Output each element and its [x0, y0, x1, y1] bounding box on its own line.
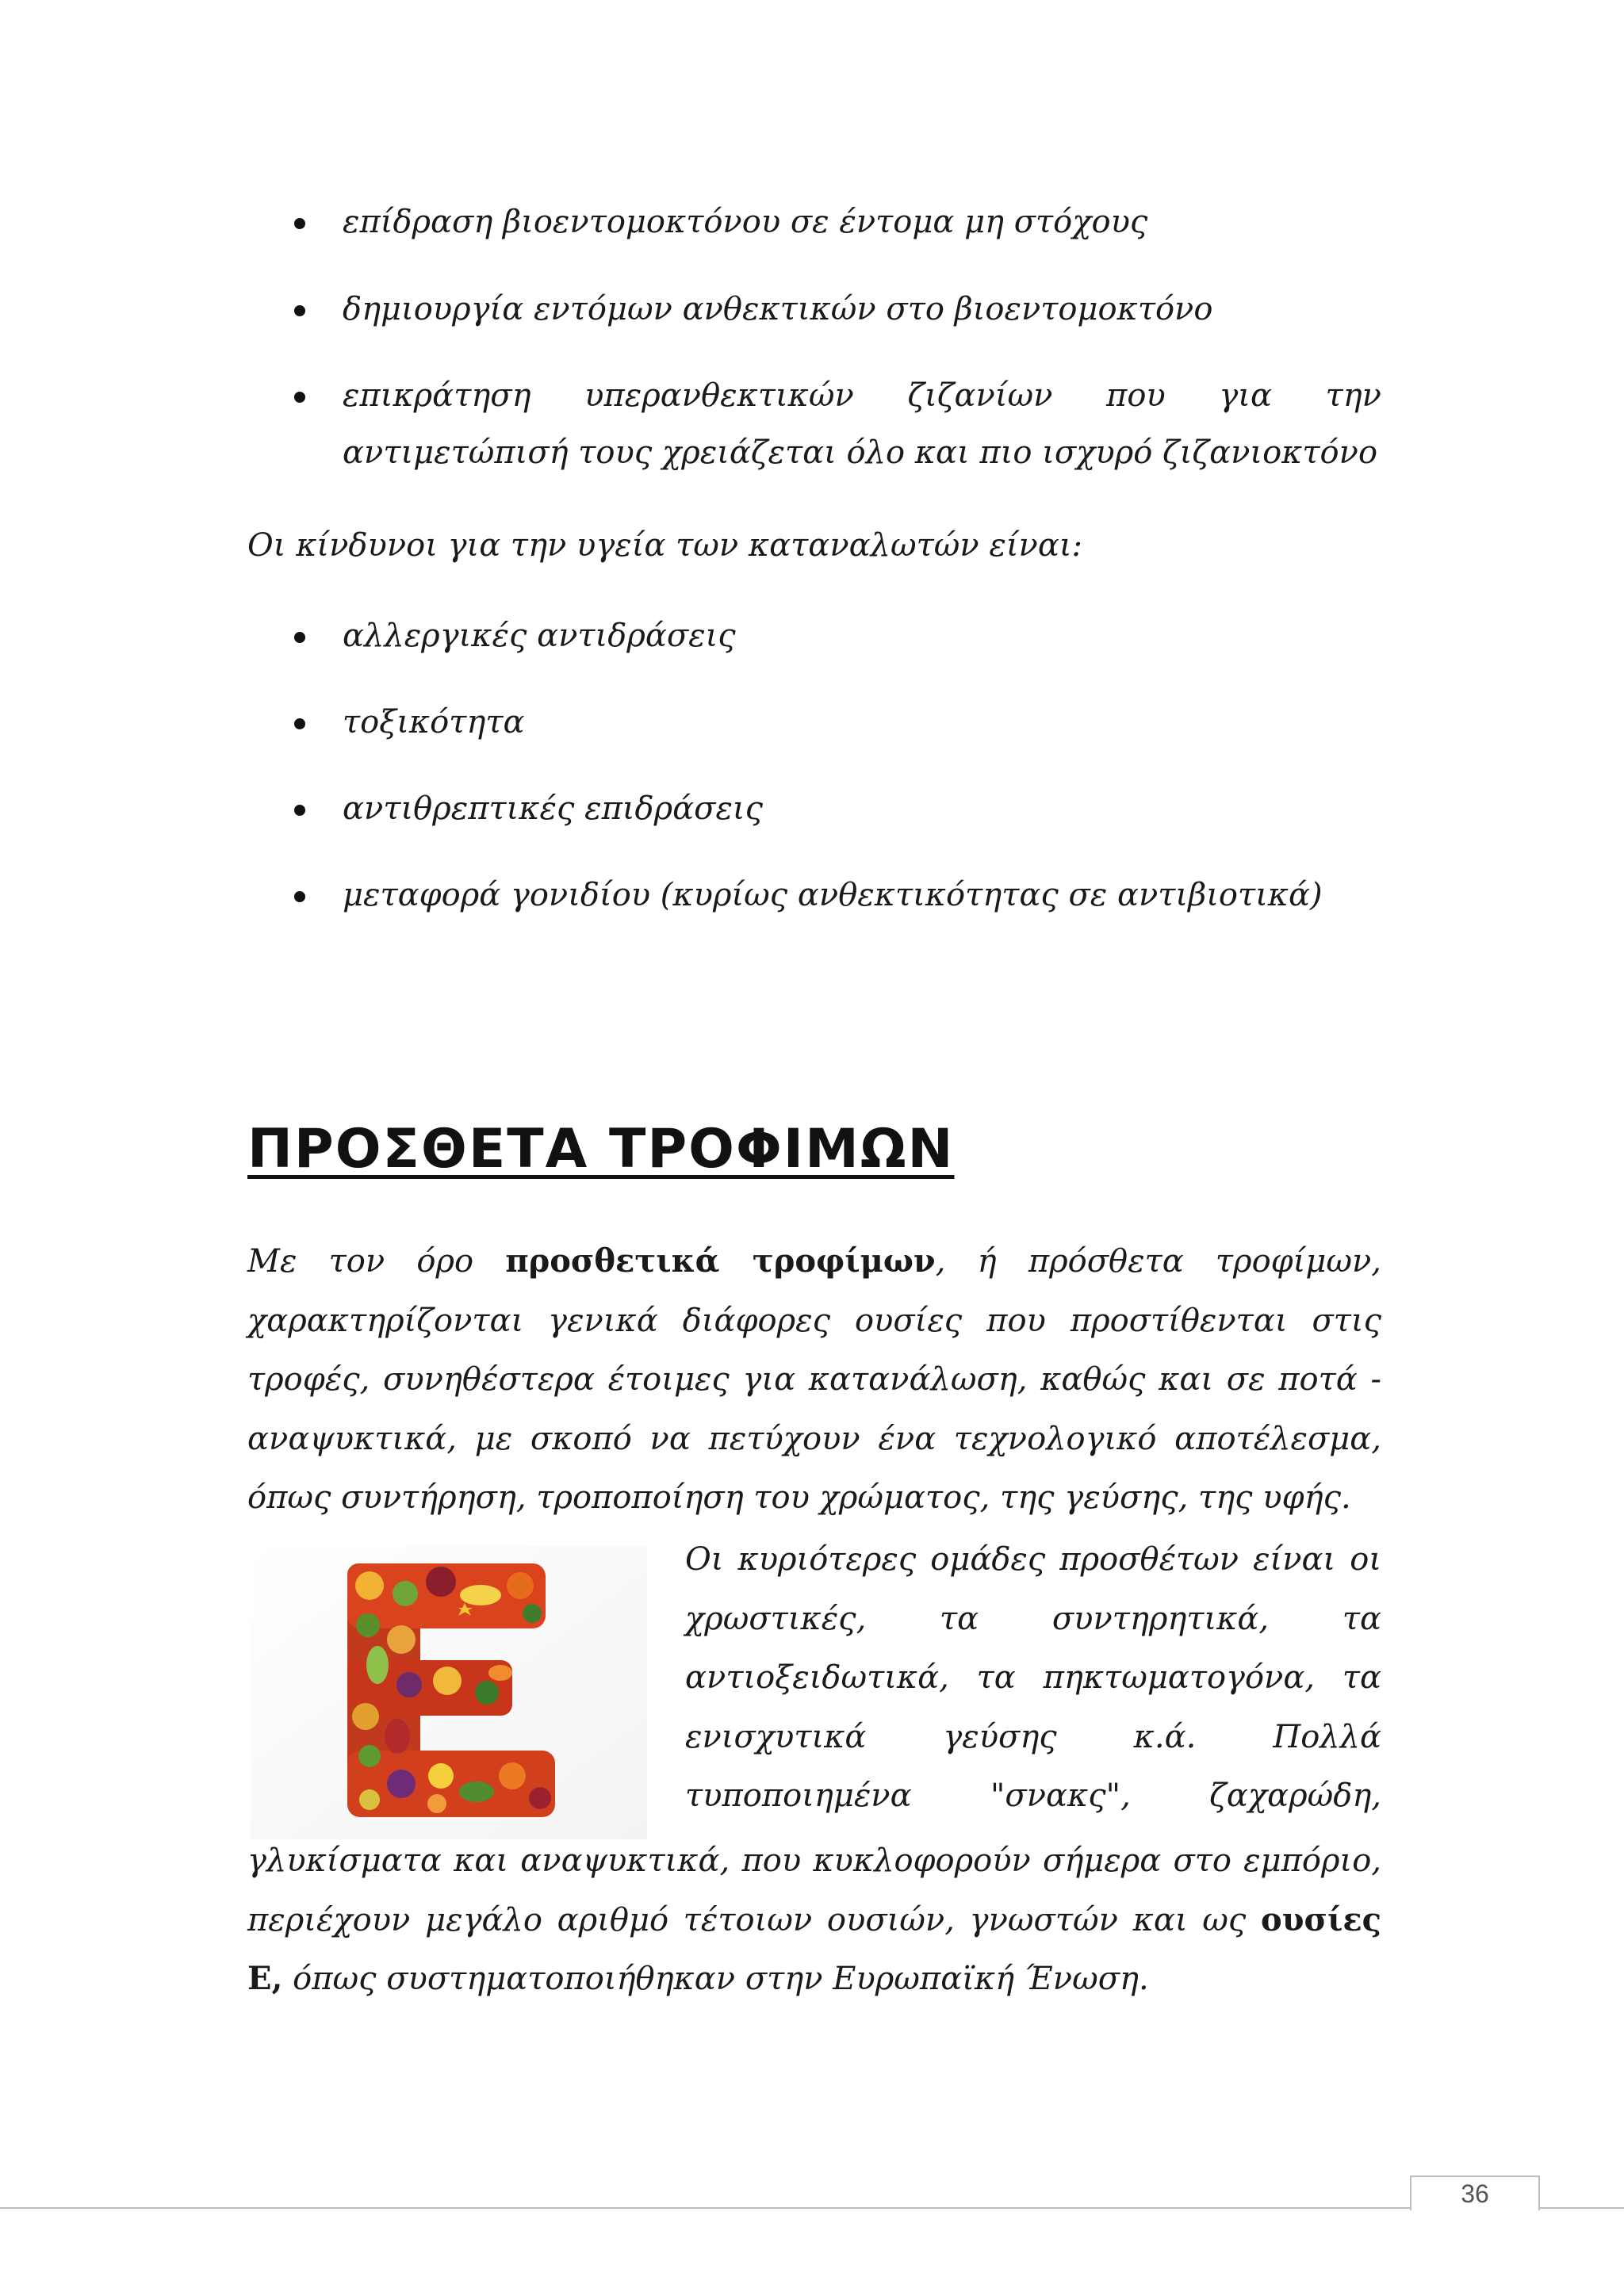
page-number: 36 [1461, 2179, 1489, 2208]
list-item: επικράτηση υπερανθεκτικών ζιζανίων που για την αντιμετώπισή τους χρειάζεται όλο και πιο ισχυρό ζιζανιοκτόνο [343, 377, 1381, 471]
list-item: τοξικότητα [343, 704, 525, 740]
bold-term-e-numbers: ουσίες Ε, [247, 1900, 1381, 1997]
full-width-text-block [247, 1831, 1381, 2009]
bullet-icon [294, 392, 305, 403]
bullet-icon [294, 632, 305, 643]
list-item: αλλεργικές αντιδράσεις [343, 618, 736, 654]
wrapped-text-block: Οι κυριότερες ομάδες προσθέτων είναι οι χρωστικές, τα συντηρητικά, τα αντιοξειδωτικά, τα πηκτωματογόνα, τα ενισχυτικά γεύσης κ.ά. Πολλά τυποποιημένα "σνακς", ζαχαρώδη, [685, 1541, 1381, 1814]
list-item: δημιουργία εντόμων ανθεκτικών στο βιοεντομοκτόνο [343, 291, 1213, 327]
fruit-letter-e-image [251, 1546, 647, 1839]
bullet-icon [294, 891, 305, 902]
para-lead: Με τον όρο [247, 1243, 506, 1280]
italic-term: πρόσθετα τροφίμων [1028, 1243, 1372, 1280]
bullet-icon [294, 718, 305, 729]
para-text: γλυκίσματα και αναψυκτικά, που κυκλοφορούν σήμερα στο εμπόριο, περιέχουν μεγάλο αριθμό τέτοιων ουσιών, γνωστών και ως [247, 1843, 1381, 1938]
footer-rule [0, 2207, 1624, 2209]
list-item: επίδραση βιοεντομοκτόνου σε έντομα μη στόχους [343, 204, 1148, 240]
para-mid: , ή [935, 1243, 1028, 1280]
section-heading: ΠΡΟΣΘΕΤΑ ΤΡΟΦΙΜΩΝ [247, 1118, 955, 1181]
bullet-icon [294, 805, 305, 816]
bold-term: προσθετικά τροφίμων [505, 1242, 936, 1280]
list-item: αντιθρεπτικές επιδράσεις [343, 790, 764, 827]
list-item: μεταφορά γονιδίου (κυρίως ανθεκτικότητας σε αντιβιοτικά) [343, 877, 1323, 913]
para-tail: όπως συστηματοποιήθηκαν στην Ευρωπαϊκή Ένωση. [282, 1961, 1149, 1997]
bullet-icon [294, 218, 305, 229]
consumer-risks-intro: Οι κίνδυνοι για την υγεία των καταναλωτών είναι: [247, 527, 1083, 564]
additives-definition-paragraph [247, 1232, 1381, 1528]
bullet-icon [294, 305, 305, 316]
para-rest: , χαρακτηρίζονται γενικά διάφορες ουσίες που προστίθενται στις τροφές, συνηθέστερα έτοιμες για κατανάλωση, καθώς και σε ποτά - αναψυκτικά, με σκοπό να πετύχουν ένα τεχνολογικό αποτέλεσμα, όπως συντήρηση, τροποποίηση του χρώματος, της γεύσης, της υφής. [247, 1243, 1381, 1516]
